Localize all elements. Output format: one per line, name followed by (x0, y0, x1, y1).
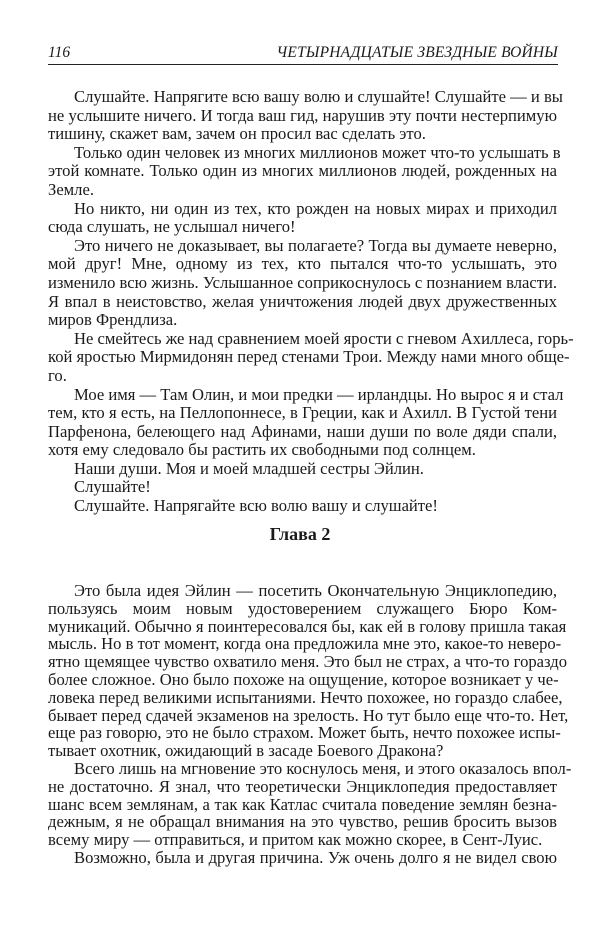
paragraph (48, 460, 557, 479)
paragraph (48, 758, 572, 850)
text-line: бывает перед сдачей экзаменов на зрелость. Но тут было еще что-то. Нет, (48, 705, 569, 725)
text-line: не услышите ничего. И тогда ваш гид, нарушив эту почти нестерпимую (48, 105, 557, 125)
paragraph (48, 87, 563, 144)
text-line: Это была идея Эйлин — посетить Окончательную Энциклопедию, (74, 581, 557, 600)
chapter-heading: Глава 2 (269, 524, 331, 544)
text-line: Парфенона, белеющего над Афинами, наши души по воле дяди спали, (48, 421, 557, 441)
text-line: Наши души. Моя и моей младшей сестры Эйлин. (74, 458, 424, 478)
text-line: Не смейтесь же над сравнением моей ярости с гневом Ахиллеса, горь- (74, 328, 574, 348)
paragraph (48, 142, 561, 200)
page-number: 116 (48, 44, 71, 61)
paragraph (48, 237, 557, 330)
text-line: ловека перед великими испытаниями. Нечто похожее, но гораздо слабее, (48, 687, 563, 707)
text-line: Только один человек из многих миллионов может что-то услышать в (74, 142, 561, 162)
text-line: Слушайте. Напрягайте всю волю вашу и слушайте! (74, 496, 438, 516)
text-line: мой друг! Мне, одному из тех, кто пытался что-то услышать, это (48, 254, 557, 274)
text-line: пользуясь моим новым удостоверением служащего Бюро Ком- (48, 598, 557, 618)
text-line: дежным, я не обращал внимания на это чувство, решив бросить вызов (48, 812, 557, 832)
text-line: Возможно, была и другая причина. Уж очень долго я не видел свою (74, 847, 557, 867)
paragraph (48, 478, 557, 497)
paragraph (48, 200, 557, 237)
text-line: хотя ему следовало бы растить их свободными под солнцем. (48, 440, 476, 460)
text-line: кой яростью Мирмидонян перед стенами Трои. Между нами много обще- (48, 347, 570, 367)
text-line: сюда слушать, не услышал ничего! (48, 217, 296, 237)
text-line: тишину, скажет вам, зачем он просил вас сделать это. (48, 124, 426, 144)
text-line: ятно щемящее чувство охватило меня. Это был не страх, а что-то гораздо (48, 652, 568, 672)
section-1-text (48, 87, 574, 516)
text-line: Мое имя — Там Олин, и мои предки — ирландцы. Но вырос я и стал (74, 384, 564, 404)
text-line: муникаций. Обычно я поинтересовался бы, как ей в голову пришла такая (48, 616, 567, 636)
text-line: Всего лишь на мгновение это коснулось меня, и этого оказалось впол- (74, 758, 572, 778)
text-line: всему миру — отправиться, и притом как можно скорее, в Сент-Луис. (48, 830, 543, 850)
paragraph (48, 849, 557, 867)
text-line: Это ничего не доказывает, вы полагаете? Тогда вы думаете неверно, (74, 235, 557, 255)
text-line: изменило всю жизнь. Услышанное соприкоснулось с познанием власти. (48, 272, 558, 292)
text-line: Земле. (48, 179, 94, 199)
text-line: тем, кто я есть, на Пеллопоннесе, в Греции, как и Ахилл. В Густой тени (48, 403, 557, 423)
text-line: го. (48, 365, 67, 385)
paragraph (48, 581, 569, 761)
text-line: тывает охотник, ожидающий в засаде Боевого Дракона? (48, 741, 444, 761)
section-2-text (48, 581, 572, 867)
text-line: еще раз говорю, это не было страхом. Может быть, нечто похожее испы- (48, 723, 561, 743)
paragraph (48, 384, 564, 460)
paragraph (48, 328, 574, 386)
text-line: мысль. Но в тот момент, когда она предложила мне это, какое-то неверо- (48, 634, 562, 654)
running-title: ЧЕТЫРНАДЦАТЫЕ ЗВЕЗДНЫЕ ВОЙНЫ (276, 44, 558, 61)
text-line: Слушайте! (74, 477, 151, 497)
text-line: Слушайте. Напрягите всю вашу волю и слушайте! Слушайте — и вы (74, 87, 563, 106)
text-line: миров Френдлиза. (48, 310, 178, 330)
text-line: Но никто, ни один из тех, кто рожден на новых мирах и приходил (74, 198, 557, 218)
text-line: более сложное. Оно было похоже на ощущение, которое возникает у че- (48, 669, 559, 689)
text-line: Я впал в неистовство, желая уничтожения людей двух дружественных (48, 291, 557, 311)
text-line: шанс всем землянам, а так как Катлас считала поведение землян безна- (48, 794, 557, 814)
paragraph (48, 497, 557, 516)
text-line: не достаточно. Я знал, что теоретически Энциклопедия предоставляет (48, 776, 557, 796)
text-line: этой комнате. Только один из многих миллионов людей, рожденных на (48, 161, 557, 181)
running-header (48, 42, 558, 65)
